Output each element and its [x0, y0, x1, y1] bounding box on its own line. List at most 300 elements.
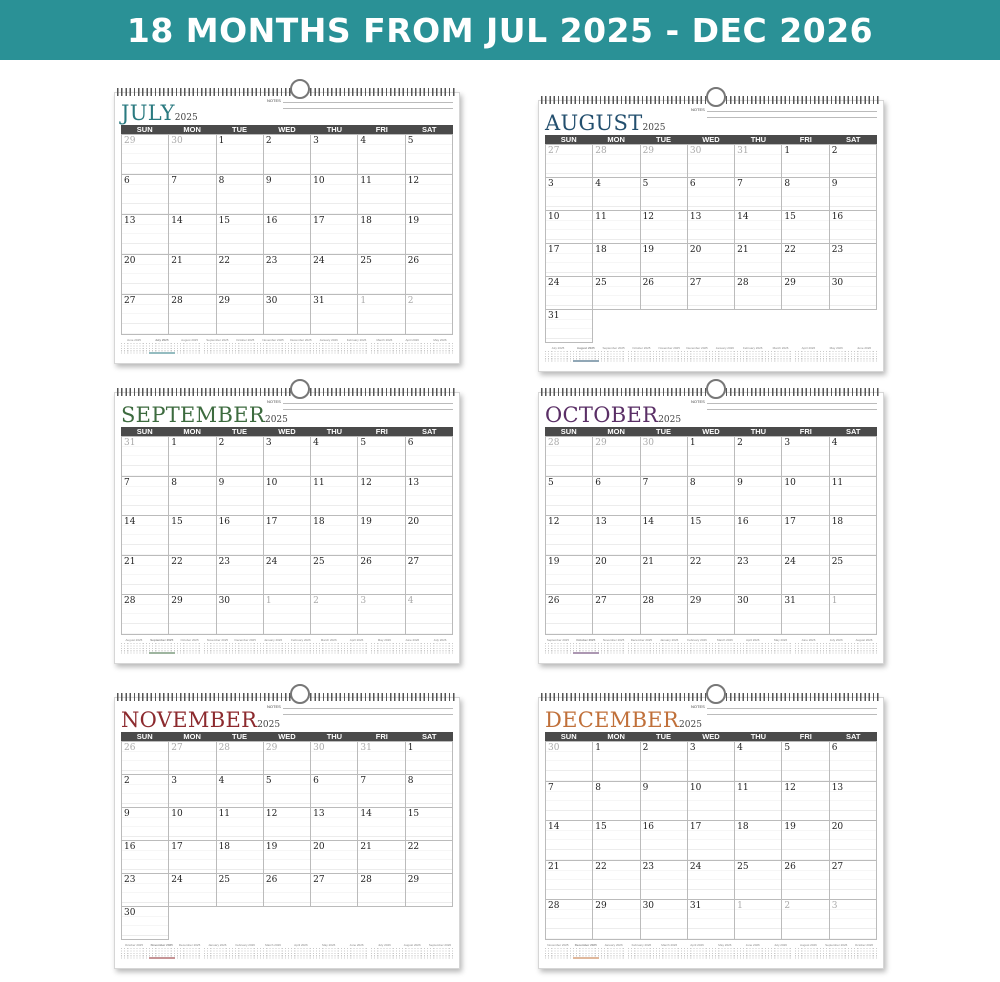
- day-cell: [830, 782, 877, 822]
- mini-calendar-label: September 2025: [206, 338, 229, 342]
- mini-calendar: [427, 943, 453, 963]
- day-cell: [358, 742, 405, 775]
- day-cell: [782, 211, 829, 244]
- mini-calendar: [260, 943, 286, 963]
- mini-calendar: [851, 943, 877, 963]
- day-cell: [735, 244, 782, 277]
- day-cell: [735, 900, 782, 940]
- day-cell: [782, 595, 829, 635]
- day-cell: [217, 556, 264, 596]
- mini-calendar-days: [795, 643, 821, 655]
- mini-calendar-days: [851, 948, 877, 960]
- day-cell: [546, 244, 593, 277]
- day-number: 19: [360, 517, 372, 528]
- day-number: 13: [124, 216, 136, 226]
- hanger-hole-icon: [706, 379, 726, 399]
- mini-calendar-days: [149, 643, 175, 655]
- notes-label: NOTES: [267, 98, 281, 103]
- day-cell: [735, 595, 782, 635]
- day-number: 8: [171, 477, 178, 488]
- hanger-hole-icon: [290, 379, 310, 399]
- mini-calendar-label: February 2026: [235, 943, 255, 947]
- day-number: 23: [831, 245, 844, 255]
- day-cell: [169, 874, 216, 907]
- mini-calendar-label: January 2026: [319, 338, 338, 342]
- day-number: 11: [831, 477, 844, 488]
- mini-calendar: [545, 638, 571, 658]
- day-number: 23: [124, 875, 136, 885]
- weekday-mon: MON: [183, 732, 201, 741]
- day-number: 24: [689, 861, 702, 872]
- day-number: 13: [831, 782, 844, 793]
- day-cell: [641, 178, 688, 211]
- day-number: 21: [124, 556, 136, 567]
- day-number: 2: [737, 438, 743, 448]
- day-number: 29: [642, 146, 655, 156]
- weekday-sat: SAT: [422, 732, 437, 741]
- day-number: 30: [218, 596, 231, 607]
- mini-calendar: [399, 943, 425, 963]
- weekday-tue: TUE: [232, 732, 248, 741]
- day-cell: [358, 775, 405, 808]
- mini-calendar-days: [427, 343, 453, 355]
- day-number: 5: [548, 477, 554, 488]
- day-number: 1: [831, 596, 838, 607]
- mini-calendar-label: May 2026: [718, 943, 732, 947]
- mini-calendar-days: [204, 343, 230, 355]
- day-number: 13: [313, 809, 325, 819]
- mini-calendar-days: [768, 351, 794, 363]
- day-number: 1: [689, 438, 696, 448]
- mini-calendar-days: [232, 343, 258, 355]
- mini-calendar-days: [260, 643, 286, 655]
- day-cell: [358, 595, 405, 635]
- day-cell: [169, 255, 216, 295]
- mini-calendar: [795, 943, 821, 963]
- mini-calendar-days: [316, 948, 342, 960]
- mini-calendar-label: August 2025: [181, 338, 198, 342]
- mini-calendar: [740, 638, 766, 658]
- day-cell: [688, 277, 735, 310]
- day-number: 30: [171, 136, 183, 146]
- mini-calendar-label: November 2025: [150, 943, 173, 947]
- day-cell: [169, 295, 216, 335]
- day-cell: [546, 516, 593, 556]
- weekday-fri: FRI: [799, 135, 812, 144]
- weekday-mon: MON: [607, 135, 625, 144]
- notes-line: [283, 102, 453, 103]
- mini-calendar: [573, 943, 599, 963]
- day-number: 16: [642, 822, 655, 833]
- day-number: 31: [313, 296, 325, 306]
- mini-calendar-days: [712, 948, 738, 960]
- weekday-mon: MON: [183, 427, 201, 436]
- day-number: 30: [124, 908, 136, 918]
- day-cell: [688, 244, 735, 277]
- day-cell: [641, 211, 688, 244]
- calendar-page-august: [538, 100, 884, 372]
- day-cell: [122, 808, 169, 841]
- mini-calendar-days: [545, 351, 571, 363]
- day-cell: [735, 477, 782, 517]
- mini-calendar-days: [573, 643, 599, 655]
- day-number: 6: [831, 743, 838, 753]
- notes-label: NOTES: [267, 399, 281, 404]
- mini-calendar-days: [232, 948, 258, 960]
- mini-calendar-days: [288, 948, 314, 960]
- mini-calendar-label: January 2026: [208, 943, 227, 947]
- day-number: 4: [313, 438, 319, 448]
- weekday-header: [545, 135, 877, 144]
- day-number: 23: [737, 556, 749, 567]
- hanger-hole-icon: [290, 79, 310, 99]
- mini-calendar-days: [260, 343, 286, 355]
- mini-calendar: [851, 638, 877, 658]
- day-cell: [688, 782, 735, 822]
- mini-calendar-strip: [545, 346, 877, 366]
- day-cell: [735, 821, 782, 861]
- mini-calendar: [316, 338, 342, 358]
- day-number: 26: [407, 256, 420, 266]
- day-number: 10: [171, 809, 183, 819]
- mini-calendar: [288, 638, 314, 658]
- mini-calendar-days: [371, 643, 397, 655]
- day-cell: [641, 861, 688, 901]
- weekday-thu: THU: [750, 135, 767, 144]
- day-number: 10: [313, 176, 325, 186]
- weekday-fri: FRI: [799, 732, 812, 741]
- mini-calendar: [149, 338, 175, 358]
- day-cell: [641, 900, 688, 940]
- mini-calendar: [712, 638, 738, 658]
- day-number: 29: [265, 743, 278, 753]
- mini-calendar: [712, 943, 738, 963]
- mini-calendar-label: March 2026: [265, 943, 281, 947]
- day-number: 9: [737, 477, 743, 488]
- day-number: 10: [689, 782, 702, 793]
- calendar-page-july: [114, 92, 460, 364]
- day-cell: [264, 135, 311, 175]
- mini-calendar-days: [740, 351, 766, 363]
- day-number: 1: [595, 743, 602, 753]
- day-cell: [546, 437, 593, 477]
- spiral-binding: [117, 388, 457, 396]
- weekday-wed: WED: [702, 427, 720, 436]
- day-cell: [830, 556, 877, 596]
- day-number: 7: [171, 176, 178, 186]
- day-number: 1: [360, 296, 367, 306]
- day-grid: [545, 741, 877, 940]
- day-number: 29: [689, 596, 702, 607]
- mini-calendar-label: February 2026: [291, 638, 311, 642]
- weekday-fri: FRI: [375, 427, 388, 436]
- mini-calendar-label: November 2025: [602, 638, 625, 642]
- day-number: 6: [595, 477, 602, 488]
- day-cell: [546, 900, 593, 940]
- mini-calendar-strip: [545, 943, 877, 963]
- day-number: 28: [360, 875, 372, 885]
- mini-calendar-days: [399, 948, 425, 960]
- day-cell: [735, 861, 782, 901]
- mini-calendar-strip: [121, 943, 453, 963]
- mini-calendar: [768, 346, 794, 366]
- mini-calendar: [712, 346, 738, 366]
- day-number: 29: [171, 596, 183, 607]
- day-number: 9: [831, 179, 838, 189]
- day-number: 26: [265, 875, 278, 885]
- day-number: 17: [689, 822, 702, 833]
- notes-line: [283, 108, 453, 109]
- day-cell: [358, 295, 405, 335]
- hanger-hole-icon: [706, 684, 726, 704]
- day-number: 25: [313, 556, 325, 567]
- mini-calendar-days: [399, 643, 425, 655]
- day-cell: [735, 782, 782, 822]
- day-cell: [406, 437, 453, 477]
- day-number: 16: [124, 842, 136, 852]
- day-number: 5: [407, 136, 414, 146]
- mini-calendar-days: [371, 343, 397, 355]
- day-number: 11: [360, 176, 372, 186]
- day-cell: [782, 742, 829, 782]
- day-cell: [169, 556, 216, 596]
- mini-calendar: [823, 638, 849, 658]
- day-number: 28: [595, 146, 607, 156]
- day-cell: [169, 841, 216, 874]
- day-cell: [782, 178, 829, 211]
- mini-calendar: [399, 338, 425, 358]
- mini-calendar-label: October 2025: [180, 638, 199, 642]
- day-number: 14: [737, 212, 749, 222]
- day-cell: [735, 145, 782, 178]
- day-number: 30: [265, 296, 278, 306]
- day-number: 3: [831, 901, 838, 912]
- mini-calendar-strip: [545, 638, 877, 658]
- day-cell: [264, 175, 311, 215]
- mini-calendar-label: May 2026: [433, 338, 447, 342]
- day-number: 23: [218, 556, 231, 567]
- day-cell: [830, 477, 877, 517]
- mini-calendar-days: [740, 643, 766, 655]
- day-number: 25: [831, 556, 844, 567]
- mini-calendar: [427, 638, 453, 658]
- mini-calendar-days: [628, 948, 654, 960]
- day-number: 11: [595, 212, 607, 222]
- day-cell: [122, 255, 169, 295]
- day-number: 30: [548, 743, 560, 753]
- mini-calendar-days: [712, 643, 738, 655]
- day-cell: [546, 310, 593, 343]
- mini-calendar-label: July 2025: [154, 338, 169, 342]
- day-cell: [782, 477, 829, 517]
- mini-calendar-label: August 2025: [125, 638, 143, 642]
- day-number: 27: [407, 556, 420, 567]
- day-cell: [169, 775, 216, 808]
- day-number: 16: [265, 216, 278, 226]
- day-cell: [264, 556, 311, 596]
- mini-calendar-days: [795, 351, 821, 363]
- weekday-header: [121, 427, 453, 436]
- day-cell: [122, 175, 169, 215]
- day-number: 4: [595, 179, 602, 189]
- calendar-page-september: [114, 392, 460, 664]
- day-number: 31: [124, 438, 136, 448]
- day-cell: [169, 135, 216, 175]
- day-cell: [406, 295, 453, 335]
- day-cell: [593, 244, 640, 277]
- day-number: 20: [313, 842, 325, 852]
- mini-calendar-strip: [121, 638, 453, 658]
- day-number: 13: [407, 477, 420, 488]
- day-number: 20: [124, 256, 136, 266]
- mini-calendar-label: November 2025: [262, 338, 284, 342]
- day-cell: [641, 821, 688, 861]
- mini-calendar-label: April 2026: [690, 943, 704, 947]
- day-cell: [406, 595, 453, 635]
- day-cell: [311, 437, 358, 477]
- day-number: 6: [124, 176, 130, 186]
- day-number: 11: [218, 809, 231, 819]
- calendar-page-november: [114, 697, 460, 969]
- mini-calendar-days: [573, 351, 599, 363]
- mini-calendar: [768, 638, 794, 658]
- day-number: 27: [548, 146, 560, 156]
- day-number: 7: [548, 782, 554, 793]
- day-cell: [830, 742, 877, 782]
- notes-line: [707, 708, 877, 709]
- day-number: 8: [218, 176, 225, 186]
- day-cell: [122, 742, 169, 775]
- mini-calendar: [628, 638, 654, 658]
- day-number: 17: [313, 216, 325, 226]
- day-cell: [688, 477, 735, 517]
- day-number: 9: [642, 782, 649, 793]
- day-number: 18: [595, 245, 607, 255]
- day-number: 22: [595, 861, 607, 872]
- day-cell: [593, 556, 640, 596]
- day-number: 22: [171, 556, 183, 567]
- mini-calendar: [344, 638, 370, 658]
- day-cell: [122, 477, 169, 517]
- banner-title: 18 MONTHS FROM JUL 2025 - DEC 2026: [126, 10, 874, 50]
- weekday-wed: WED: [278, 732, 296, 741]
- day-number: 24: [313, 256, 325, 266]
- mini-calendar: [177, 943, 203, 963]
- mini-calendar-label: July 2026: [433, 638, 447, 642]
- day-cell: [735, 277, 782, 310]
- day-cell: [546, 178, 593, 211]
- day-cell: [782, 516, 829, 556]
- mini-calendar-label: January 2026: [263, 638, 283, 642]
- day-cell: [264, 516, 311, 556]
- day-number: 28: [171, 296, 183, 306]
- mini-calendar: [740, 346, 766, 366]
- notes-label: NOTES: [267, 704, 281, 709]
- day-number: 30: [737, 596, 749, 607]
- mini-calendar-label: November 2025: [547, 943, 569, 947]
- day-number: 21: [737, 245, 749, 255]
- day-number: 2: [831, 146, 838, 156]
- day-cell: [264, 215, 311, 255]
- day-cell: [593, 211, 640, 244]
- mini-calendar: [260, 638, 286, 658]
- day-number: 10: [548, 212, 560, 222]
- day-number: 25: [737, 861, 749, 872]
- mini-calendar-label: March 2026: [772, 346, 789, 350]
- notes-line: [283, 714, 453, 715]
- day-number: 9: [124, 809, 130, 819]
- day-cell: [546, 782, 593, 822]
- day-number: 21: [171, 256, 183, 266]
- day-cell: [406, 255, 453, 295]
- day-number: 26: [548, 596, 560, 607]
- mini-calendar-days: [545, 643, 571, 655]
- mini-calendar: [573, 346, 599, 366]
- notes-line: [283, 409, 453, 410]
- day-number: 27: [124, 296, 136, 306]
- day-number: 27: [313, 875, 325, 885]
- day-number: 27: [595, 596, 607, 607]
- mini-calendar-label: March 2026: [661, 943, 678, 947]
- mini-calendar-days: [344, 343, 370, 355]
- day-number: 29: [407, 875, 420, 885]
- day-cell: [217, 175, 264, 215]
- day-cell: [311, 556, 358, 596]
- day-number: 7: [124, 477, 130, 488]
- day-number: 5: [265, 776, 272, 786]
- mini-calendar-label: January 2026: [604, 943, 623, 947]
- mini-calendar: [149, 638, 175, 658]
- day-number: 11: [313, 477, 325, 488]
- mini-calendar-label: May 2026: [322, 943, 336, 947]
- day-cell: [641, 556, 688, 596]
- day-number: 9: [218, 477, 225, 488]
- notes-line: [707, 117, 877, 118]
- day-number: 21: [360, 842, 372, 852]
- day-number: 12: [784, 782, 796, 793]
- day-cell: [641, 782, 688, 822]
- mini-calendar-label: October 2025: [236, 338, 255, 342]
- day-cell: [311, 175, 358, 215]
- day-number: 2: [313, 596, 319, 607]
- day-number: 4: [737, 743, 743, 753]
- mini-calendar-label: August 2026: [799, 943, 817, 947]
- day-number: 8: [689, 477, 696, 488]
- day-number: 1: [218, 136, 225, 146]
- day-number: 12: [265, 809, 278, 819]
- day-cell: [641, 595, 688, 635]
- day-number: 2: [784, 901, 791, 912]
- day-cell: [264, 437, 311, 477]
- day-number: 14: [124, 517, 136, 528]
- day-cell: [688, 516, 735, 556]
- weekday-sun: SUN: [136, 732, 153, 741]
- mini-calendar: [232, 638, 258, 658]
- day-number: 1: [784, 146, 791, 156]
- day-number: 13: [595, 517, 607, 528]
- mini-calendar-days: [823, 351, 849, 363]
- month-year: 2025: [257, 720, 281, 730]
- day-number: 15: [407, 809, 420, 819]
- day-grid: [121, 134, 453, 335]
- weekday-wed: WED: [702, 135, 720, 144]
- day-cell: [217, 255, 264, 295]
- mini-calendar-label: November 2025: [658, 346, 680, 350]
- mini-calendar-label: February 2026: [742, 346, 763, 350]
- day-number: 14: [171, 216, 183, 226]
- mini-calendar: [177, 638, 203, 658]
- day-cell: [830, 437, 877, 477]
